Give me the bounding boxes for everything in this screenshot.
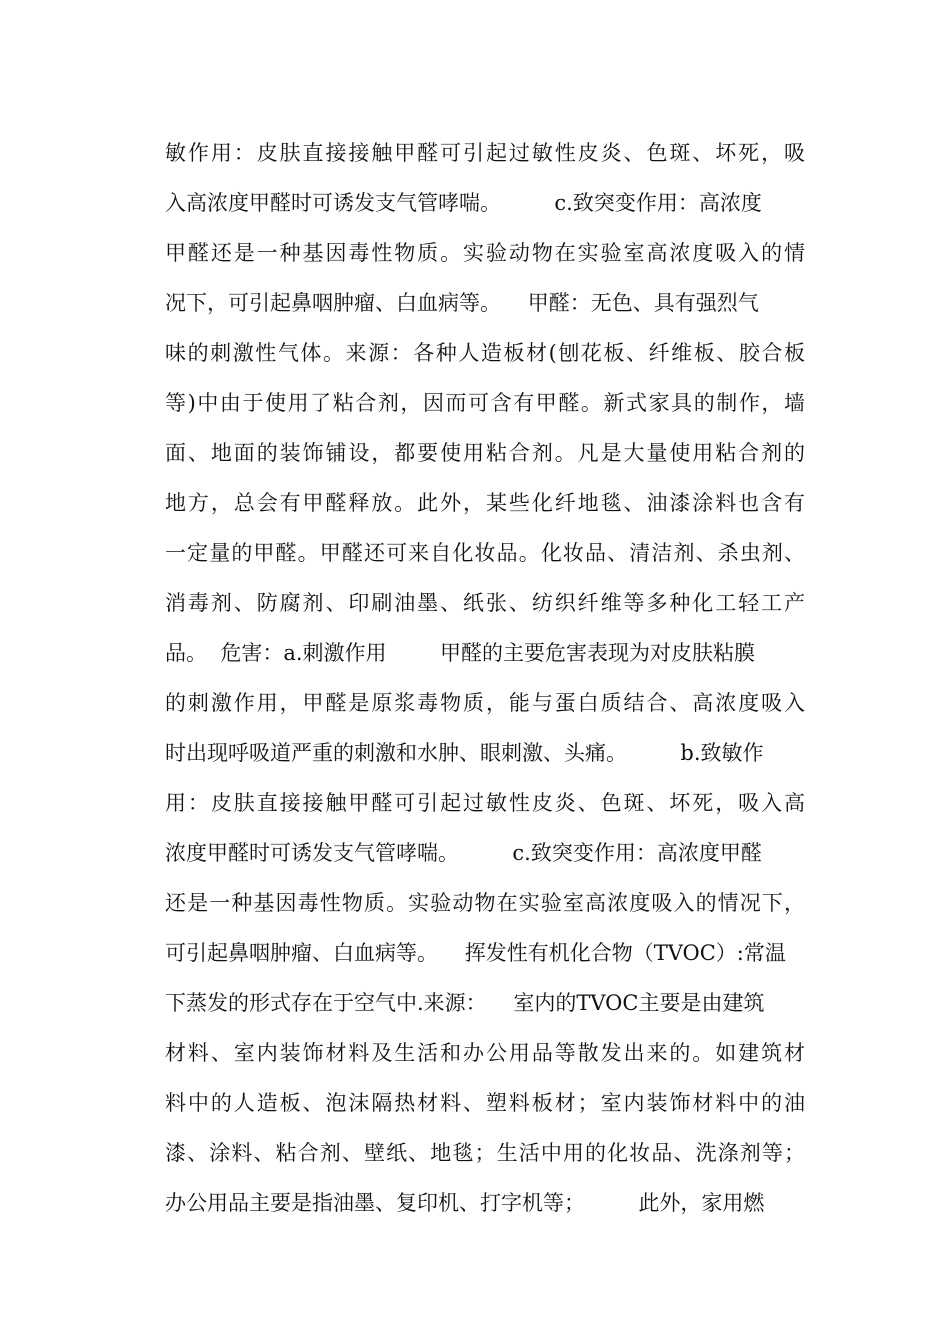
text-line-14: 用：皮肤直接接触甲醛可引起过敏性皮炎、色斑、坏死，吸入高: [165, 791, 805, 815]
text-line-12: 的刺激作用，甲醛是原浆毒物质，能与蛋白质结合、高浓度吸入: [165, 691, 805, 715]
text-line-13: 时出现呼吸道严重的刺激和水肿、眼刺激、头痛。 b.致敏作: [165, 741, 764, 765]
body-text: [165, 128, 805, 1228]
text-line-21: 漆、涂料、粘合剂、壁纸、地毯；生活中用的化妆品、洗涤剂等；: [165, 1141, 805, 1165]
text-line-22: 办公用品主要是指油墨、复印机、打字机等； 此外，家用燃: [165, 1191, 765, 1215]
text-line-15: 浓度甲醛时可诱发支气管哮喘。 c.致突变作用：高浓度甲醛: [165, 841, 762, 865]
text-line-19: 材料、室内装饰材料及生活和办公用品等散发出来的。如建筑材: [165, 1041, 805, 1065]
text-line-2: 入高浓度甲醛时可诱发支气管哮喘。 c.致突变作用：高浓度: [165, 191, 762, 215]
text-line-18: 下蒸发的形式存在于空气中.来源： 室内的TVOC主要是由建筑: [165, 991, 765, 1015]
text-line-3: 甲醛还是一种基因毒性物质。实验动物在实验室高浓度吸入的情: [165, 241, 805, 265]
text-line-4: 况下，可引起鼻咽肿瘤、白血病等。 甲醛：无色、具有强烈气: [165, 291, 759, 315]
text-line-10: 消毒剂、防腐剂、印刷油墨、纸张、纺织纤维等多种化工轻工产: [165, 591, 805, 615]
text-line-5: 味的刺激性气体。来源：各种人造板材(刨花板、纤维板、胶合板: [165, 341, 805, 365]
text-line-16: 还是一种基因毒性物质。实验动物在实验室高浓度吸入的情况下，: [165, 891, 805, 915]
text-line-9: 一定量的甲醛。甲醛还可来自化妆品。化妆品、清洁剂、杀虫剂、: [165, 541, 805, 565]
text-line-1: 敏作用：皮肤直接接触甲醛可引起过敏性皮炎、色斑、坏死，吸: [165, 141, 805, 165]
text-line-7: 面、地面的装饰铺设，都要使用粘合剂。凡是大量使用粘合剂的: [165, 441, 805, 465]
text-line-17: 可引起鼻咽肿瘤、白血病等。 挥发性有机化合物（TVOC）:常温: [165, 941, 786, 965]
text-line-8: 地方，总会有甲醛释放。此外，某些化纤地毯、油漆涂料也含有: [165, 491, 805, 515]
text-line-11: 品。 危害：a.刺激作用 甲醛的主要危害表现为对皮肤粘膜: [165, 641, 755, 665]
text-line-20: 料中的人造板、泡沫隔热材料、塑料板材；室内装饰材料中的油: [165, 1091, 805, 1115]
text-line-6: 等)中由于使用了粘合剂，因而可含有甲醛。新式家具的制作，墙: [165, 391, 805, 415]
